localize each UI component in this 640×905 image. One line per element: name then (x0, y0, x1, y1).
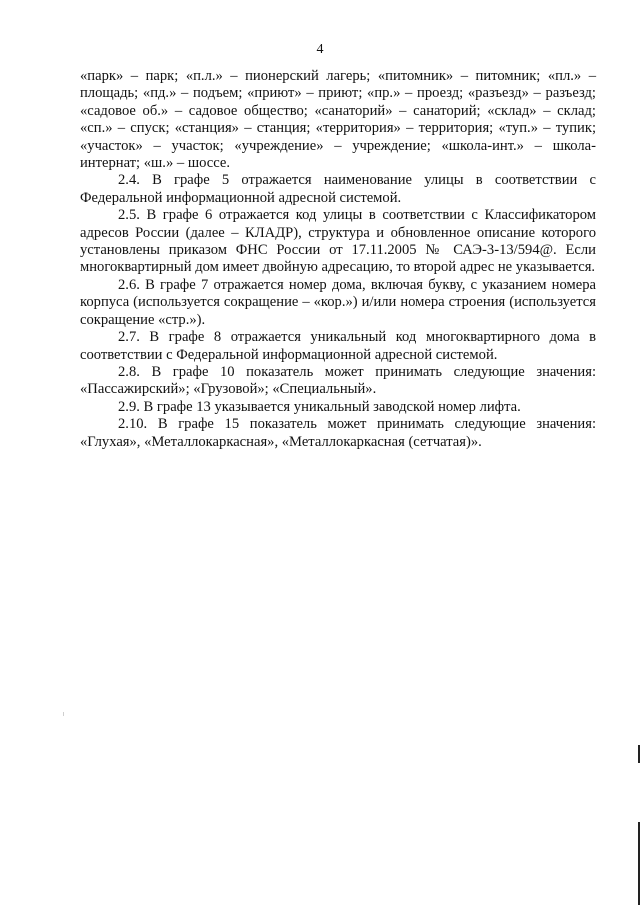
paragraph-street-types-continuation: «парк» – парк; «п.л.» – пионерский лагерь; «питомник» – питомник; «пл.» – площадь; «пд.» – подъем; «приют» – приют; «пр.» – проезд; «разъезд» – разъезд; «садовое об.» – садовое общество; «санаторий» – санаторий; «склад» – склад; «сп.» – спуск; «станция» – станция; «территория» – территория; «туп.» – тупик; «участок» – участок; «учреждение» – учреждение; «школа-инт.» – школа-интернат; «ш.» – шоссе. (80, 68, 596, 172)
paragraph-2-5: 2.5. В графе 6 отражается код улицы в соответствии с Классификатором адресов России (далее – КЛАДР), структура и обновленное описание которого установлены приказом ФНС России от 17.11.2005 № САЭ-3-13/594@. Если многоквартирный дом имеет двойную адресацию, то второй адрес не указывается. (80, 207, 596, 276)
paragraph-2-7: 2.7. В графе 8 отражается уникальный код многоквартирного дома в соответствии с Федеральной информационной адресной системой. (80, 329, 596, 363)
document-body (80, 68, 596, 451)
paragraph-2-8: 2.8. В графе 10 показатель может принимать следующие значения: «Пассажирский»; «Грузовой»; «Специальный». (80, 363, 596, 398)
page-number: 4 (316, 42, 324, 57)
paragraph-2-6: 2.6. В графе 7 отражается номер дома, включая букву, с указанием номера корпуса (используется сокращение – «кор.») и/или номера строения (используется сокращение «стр.»). (80, 276, 596, 328)
paragraph-2-4: 2.4. В графе 5 отражается наименование улицы в соответствии с Федеральной информационной адресной системой. (80, 172, 596, 206)
paragraph-2-9: 2.9. В графе 13 указывается уникальный заводской номер лифта. (118, 398, 521, 415)
scan-speck (63, 712, 64, 716)
paragraph-2-10: 2.10. В графе 15 показатель может принимать следующие значения: «Глухая», «Металлокаркасная», «Металлокаркасная (сетчатая)». (80, 416, 596, 450)
